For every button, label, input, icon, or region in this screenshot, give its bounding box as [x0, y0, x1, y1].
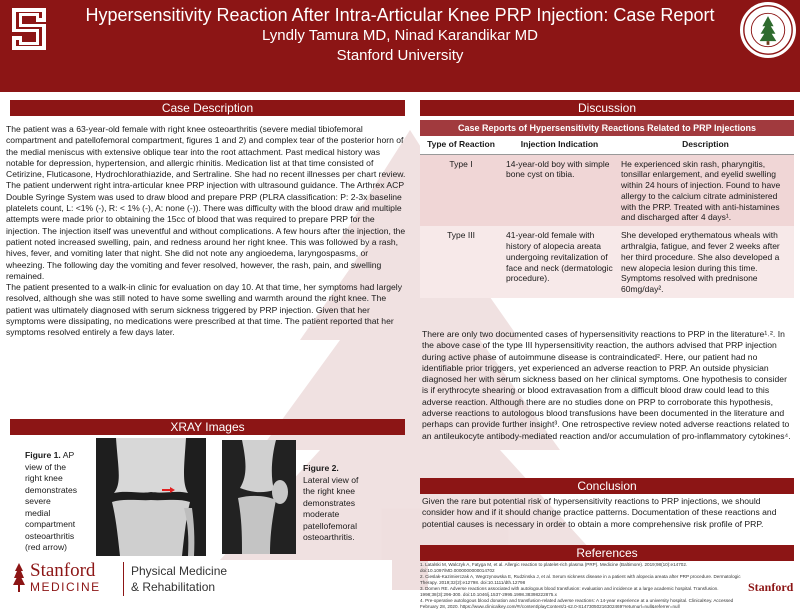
stanford-tree-mark-icon — [12, 563, 26, 593]
university-seal-icon — [740, 2, 796, 58]
conclusion-heading: Conclusion — [420, 478, 794, 494]
table-row — [420, 154, 794, 226]
xray-heading: XRAY Images — [10, 419, 405, 435]
indication-cell: 41-year-old female with history of alopecia areata undergoing revitalization of face and neck (dermatologic procedure). — [502, 226, 617, 298]
references-heading: References — [420, 545, 794, 561]
table-header-description: Description — [617, 136, 794, 154]
figure1-caption — [25, 450, 77, 554]
case-description-body — [6, 124, 409, 339]
table-header-indication: Injection Indication — [502, 136, 617, 154]
discussion-heading: Discussion — [420, 100, 794, 116]
figure1-label: Figure 1. — [25, 450, 61, 460]
figure2-label: Figure 2. — [303, 463, 339, 473]
footer-divider — [123, 562, 124, 596]
reaction-type-cell: Type I — [420, 154, 502, 226]
description-cell: She developed erythematous wheals with arthralgia, fatigue, and fever 2 weeks after her third procedure. She also developed a new alopecia lesion during this time. Symptoms resolved with prednisone 60mg/day². — [617, 226, 794, 298]
stanford-logo-right: Stanford — [748, 580, 794, 594]
header-banner — [0, 0, 800, 92]
xray-ap-image — [96, 438, 206, 556]
discussion-body: There are only two documented cases of hypersensitivity reactions to PRP in the literature¹˒². In the above case of the type III hypersensitivity reaction, the authors advised that PRP injection during active phase of autoimmune disease is contraindicated². Here, our patient had no identifiable prior triggers, yet experienced an adverse reaction to PRP. An outside physician diagnosed her with serum sickness based on her clinical symptoms. One hypothesis to consider is if erythrocyte shearing or blood extravasation from a difficult blood draw could lead to this adverse reaction. Although there are no studies done on PRP to corroborate this hypothesis, adverse reactions to autologous blood transfusions have been documented in the literature and perhaps can provide further insight³. One retrospective review noted adverse reactions related to an antileukocyte antibody-mediated reaction and/or accumulation of pro-inflammatory cytokines⁴. — [422, 329, 791, 441]
indication-cell: 14-year-old boy with simple bone cyst on tibia. — [502, 154, 617, 226]
case-paragraph: The patient presented to a walk-in clinic for evaluation on day 10. At that time, her symptoms had largely resolved, although she was still noted to have some swelling and warmth around the right knee. The patient was ultimately diagnosed with serum sickness triggered by PRP injection. Given that her symptoms were dissipating, no medications were prescribed at that time. The patient reported that her symptoms resolved entirely a few days later. — [6, 282, 403, 338]
department-line-2: & Rehabilitation — [131, 580, 216, 594]
reference-item: 1. Latalski M, Walczyk A, Fatyga M, et al. Allergic reaction to platelet-rich plasma (PRP). Medicine (Baltimore). 2019;98(10):e14702. doi:10.1097/MD.0000000000014702 — [420, 562, 688, 573]
poster-authors: Lyndly Tamura MD, Ninad Karandikar MD — [262, 27, 538, 44]
stanford-s-logo-icon — [4, 2, 54, 56]
reference-item: 3. Domen RE. Adverse reactions associated with autologous blood transfusion: evaluation and incidence at a large academic hospital. Transfusion. 1998;38(3):296-300. doi:10.1046/j.1537-2995.1998.38398222875.x — [420, 586, 719, 597]
case-paragraph: The patient underwent right intra-articular knee PRP injection with ultrasound guidance. The Arthrex ACP Double Syringe System was used to draw blood and prepare PRP (PLRA classification: P: 2-3x baseline platelets count, L: <1% (-), R: < 1% (-), A: none (-)). There was difficulty with the blood draw and multiple attempts were made prior to obtaining the 15cc of blood that was required to prepare PRP for the injection. The injection itself was uneventful and without complications. A few hours after the injection, the patient noted increased swelling, pain, and redness around her right knee. This was followed by a rash, hives, fever, and vomiting later that night. She did not note any angioedema, laryngospasms, or wheezing. The following day the vomiting and fever resolved, however, the rash, pain, and swelling remained. — [6, 180, 406, 281]
department-line-1: Physical Medicine — [131, 564, 228, 578]
table-row — [420, 226, 794, 298]
case-paragraph: The patient was a 63-year-old female with right knee osteoarthritis (severe medial tibiofemoral compartment and patellofemoral compartment, figures 1 and 2) and complex tear of the posterior horn of the medial meniscus with extensive oblique tear into the root attachment. Past medical history was notable for depression, hypertension, and allergic rhinitis. Medication list at that time consisted of Cetirizine, Fluticasone, Hydrochlorathiazide, and Sertraline. She had no recent illnesses per chart review. — [6, 124, 406, 180]
references-list — [420, 562, 750, 610]
reference-item: 4. Pre-operative autologous blood donation and transfusion-related adverse reactions: A 14-year experience at a university hospital. ClinicalKey. Accessed February 28, 2020. https://www.clinicalkey.com/#!/content/playContent/1-s2.0-S1473050216302469?returnurl=null&referrer=null — [420, 598, 734, 609]
xray-lateral-image — [222, 440, 296, 554]
hypersensitivity-table — [420, 120, 794, 298]
table-header-type: Type of Reaction — [420, 136, 502, 154]
poster-title: Hypersensitivity Reaction After Intra-Articular Knee PRP Injection: Case Report — [85, 5, 715, 25]
conclusion-body: Given the rare but potential risk of hypersensitivity reactions to PRP injections, we should consider how and if it should change practice patterns. Documentation of these reactions and potential causes is necessary in order to obtain a more comprehensive risk profile of PRP. — [422, 496, 777, 529]
figure2-caption — [303, 463, 365, 544]
figure1-text: AP view of the right knee demonstrates severe medial compartment osteoarthritis (red arrow) — [25, 450, 78, 552]
medicine-wordmark: MEDICINE — [30, 580, 101, 594]
case-description-heading: Case Description — [10, 100, 405, 116]
stanford-wordmark: Stanford — [30, 560, 96, 581]
reaction-type-cell: Type III — [420, 226, 502, 298]
table-caption: Case Reports of Hypersensitivity Reactions Related to PRP Injections — [420, 120, 794, 136]
reference-item: 2. Cieslak-Kazimierczak A, Wegrzynowska E, Rudzinska J, et al. Serum sickness disease in a patient with alopecia areata after PRP procedure. Dermatologic Therapy. 2019;32(2):e12798. doi:10.1111/dth.12798 — [420, 574, 741, 585]
description-cell: He experienced skin rash, pharyngitis, tonsillar enlargement, and eyelid swelling within 24 hours of injection. Found to have allergy to the calcium citrate administered with the PRP. Treated with anti-histamines and discharged after 4 days¹. — [617, 154, 794, 226]
figure2-text: Lateral view of the right knee demonstrates moderate patellofemoral osteoarthritis. — [303, 474, 359, 542]
poster-affiliation: Stanford University — [336, 47, 464, 64]
